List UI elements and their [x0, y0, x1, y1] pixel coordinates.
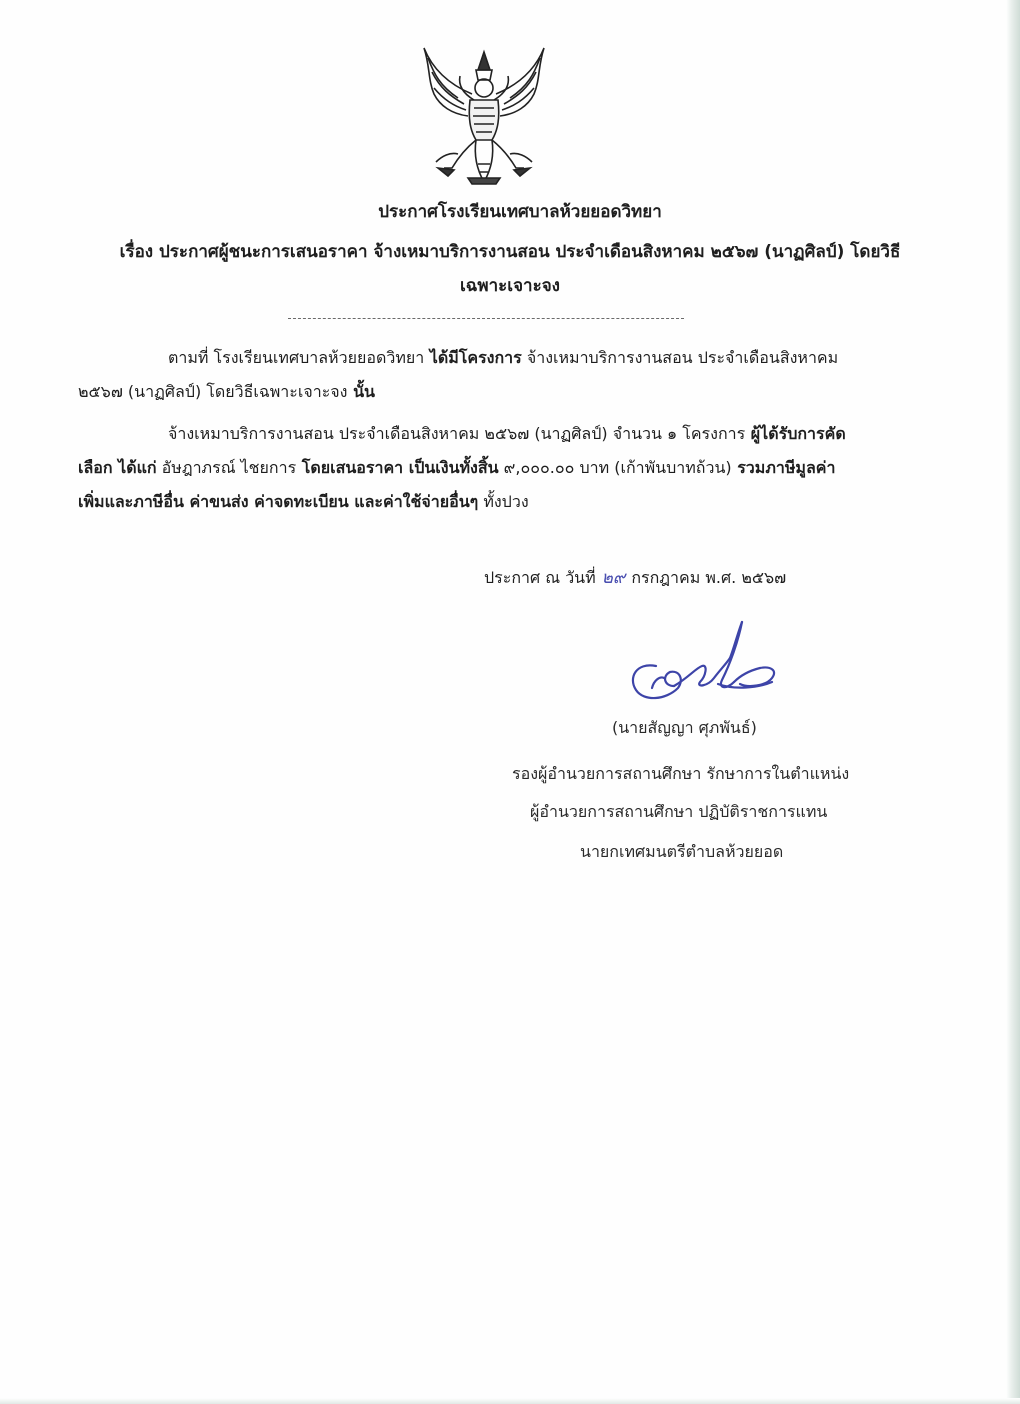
paragraph-2-line-2 — [78, 456, 835, 481]
date-suffix: กรกฎาคม พ.ศ. ๒๕๖๗ — [631, 568, 787, 587]
signatory-name: (นายสัญญา ศุภพันธ์) — [612, 718, 757, 737]
subject-line-1: เรื่อง ประกาศผู้ชนะการเสนอราคา จ้างเหมาบริการงานสอน ประจำเดือนสิงหาคม ๒๕๖๗ (นาฏศิลป์) โดยวิธี — [119, 242, 901, 262]
paragraph-2-line-3 — [78, 490, 529, 515]
announcement-date — [484, 564, 786, 591]
p1-text-c: จ้างเหมาบริการงานสอน ประจำเดือนสิงหาคม — [521, 348, 839, 367]
p2-amount: ๙,๐๐๐.๐๐ บาท (เก้าพันบาทถ้วน) — [498, 458, 732, 477]
p2-text-e: รวมภาษีมูลค่า — [731, 458, 836, 477]
p1-text-d: ๒๕๖๗ (นาฏศิลป์) โดยวิธีเฉพาะเจาะจง — [78, 382, 348, 401]
p1-text-b: ได้มีโครงการ — [424, 348, 522, 367]
signatory-position-3: นายกเทศมนตรีตำบลห้วยยอด — [580, 842, 784, 861]
p2-text-b: ผู้ได้รับการคัด — [745, 424, 846, 443]
signatory-position-2: ผู้อำนวยการสถานศึกษา ปฏิบัติราชการแทน — [530, 802, 828, 821]
p1-text-a: ตามที่ โรงเรียนเทศบาลห้วยยอดวิทยา — [168, 348, 425, 367]
paragraph-2-line-1 — [168, 422, 846, 447]
date-prefix: ประกาศ ณ วันที่ — [484, 568, 596, 587]
p2-winner-name: อัษฎาภรณ์ ไชยการ — [156, 458, 297, 477]
signatory-position-1: รองผู้อำนวยการสถานศึกษา รักษาการในตำแหน่ง — [512, 764, 850, 783]
paragraph-1-line-2 — [78, 380, 375, 405]
announcement-title: ประกาศโรงเรียนเทศบาลห้วยยอดวิทยา — [378, 202, 662, 222]
date-day-handwritten: ๒๙ — [601, 568, 626, 588]
p2-text-g: ทั้งปวง — [478, 492, 529, 511]
paragraph-1-line-1 — [168, 346, 838, 371]
p2-text-d: โดยเสนอราคา เป็นเงินทั้งสิ้น — [296, 458, 499, 477]
p2-text-c: เลือก ได้แก่ — [78, 458, 157, 477]
p2-text-a: จ้างเหมาบริการงานสอน ประจำเดือนสิงหาคม ๒๕๖๗ (นาฏศิลป์) จำนวน ๑ โครงการ — [168, 424, 746, 443]
dashed-divider — [288, 318, 684, 319]
handwritten-signature — [622, 618, 786, 710]
page-bottom-edge — [0, 1398, 1020, 1404]
garuda-emblem-icon — [418, 44, 550, 190]
p1-text-e: นั้น — [347, 382, 375, 401]
subject-line-2: เฉพาะเจาะจง — [460, 276, 560, 296]
p2-text-f: เพิ่มและภาษีอื่น ค่าขนส่ง ค่าจดทะเบียน และค่าใช้จ่ายอื่นๆ — [78, 492, 479, 511]
